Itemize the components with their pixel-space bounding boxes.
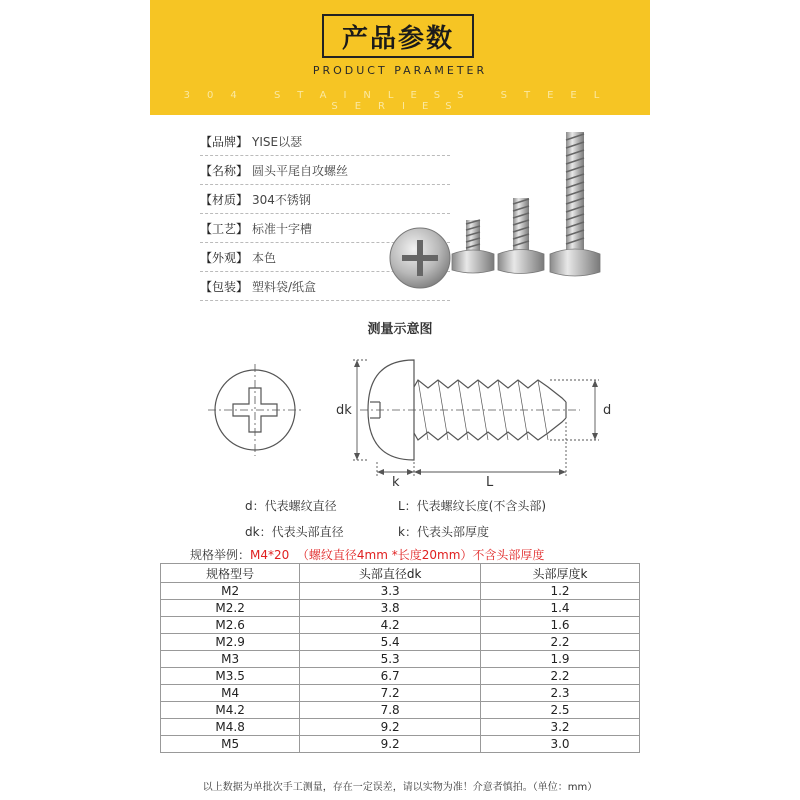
spec-value: 塑料袋/纸盒 <box>252 279 317 294</box>
measurement-diagram <box>150 340 650 490</box>
spec-value: 本色 <box>252 250 277 265</box>
table-cell: 1.9 <box>480 651 639 668</box>
dim-label-dk: dk <box>336 403 352 418</box>
title-box <box>322 14 474 58</box>
column-header: 头部直径dk <box>300 564 481 583</box>
table-header-row <box>161 564 640 583</box>
table-cell: M2.6 <box>161 617 300 634</box>
table-cell: 2.2 <box>480 668 639 685</box>
product-card <box>150 0 650 800</box>
spec-key: 【名称】 <box>200 163 249 178</box>
table-cell: 7.8 <box>300 702 481 719</box>
header-banner <box>150 0 650 115</box>
table-cell: 7.2 <box>300 685 481 702</box>
table-cell: 3.0 <box>480 736 639 753</box>
spec-value: 圆头平尾自攻螺丝 <box>252 163 349 178</box>
table-cell: 6.7 <box>300 668 481 685</box>
table-cell: 9.2 <box>300 736 481 753</box>
spec-example <box>190 546 544 563</box>
table-cell: M2.9 <box>161 634 300 651</box>
table-cell: 3.8 <box>300 600 481 617</box>
table-cell: 2.5 <box>480 702 639 719</box>
table-cell: 1.6 <box>480 617 639 634</box>
table-cell: M3.5 <box>161 668 300 685</box>
head-top-view <box>208 364 302 456</box>
dimension-lines <box>353 360 599 476</box>
legend-k: k：代表头部厚度 <box>398 525 489 539</box>
example-model: M4*20 <box>250 548 290 562</box>
dim-label-L: L <box>486 475 494 490</box>
screw-product-photo <box>380 120 640 300</box>
table-row <box>161 685 640 702</box>
table-cell: M2.2 <box>161 600 300 617</box>
spec-table <box>160 563 640 753</box>
series-watermark: 304 STAINLESS STEEL SERIES <box>183 90 617 112</box>
example-prefix: 规格举例： <box>190 548 251 562</box>
dim-label-d: d <box>603 403 612 418</box>
spec-key: 【包装】 <box>200 279 249 294</box>
table-cell: M2 <box>161 583 300 600</box>
spec-key: 【品牌】 <box>200 134 249 149</box>
spec-value: 304不锈钢 <box>252 192 311 207</box>
table-cell: 5.4 <box>300 634 481 651</box>
table-cell: M5 <box>161 736 300 753</box>
spec-key: 【材质】 <box>200 192 249 207</box>
footnote: 以上数据为单批次手工测量，存在一定误差，请以实物为准！介意者慎拍。（单位：mm） <box>202 782 598 793</box>
legend-dk: dk：代表头部直径 <box>245 525 344 539</box>
spec-value: 标准十字槽 <box>252 221 313 236</box>
table-row <box>161 736 640 753</box>
table-cell: M4 <box>161 685 300 702</box>
table-cell: M3 <box>161 651 300 668</box>
spec-key: 【外观】 <box>200 250 249 265</box>
table-cell: 2.2 <box>480 634 639 651</box>
column-header: 头部厚度k <box>480 564 639 583</box>
table-row <box>161 634 640 651</box>
screw-side-view <box>360 360 580 460</box>
table-cell: 2.3 <box>480 685 639 702</box>
screw-medium <box>498 198 544 274</box>
table-row <box>161 702 640 719</box>
column-header: 规格型号 <box>161 564 300 583</box>
table-cell: 9.2 <box>300 719 481 736</box>
screw-long <box>550 132 600 276</box>
legend-L: L：代表螺纹长度(不含头部) <box>398 499 547 513</box>
spec-key: 【工艺】 <box>200 221 249 236</box>
table-cell: M4.8 <box>161 719 300 736</box>
legend-d: d：代表螺纹直径 <box>245 499 337 513</box>
table-row <box>161 651 640 668</box>
screw-head-view <box>390 228 450 288</box>
table-cell: 1.2 <box>480 583 639 600</box>
table-cell: 3.3 <box>300 583 481 600</box>
screw-small <box>452 220 494 273</box>
table-cell: 4.2 <box>300 617 481 634</box>
table-cell: 5.3 <box>300 651 481 668</box>
page-title: 产品参数 <box>341 23 454 54</box>
table-cell: M4.2 <box>161 702 300 719</box>
page-title-en: PRODUCT PARAMETER <box>312 64 488 77</box>
example-detail: （螺纹直径4mm *长度20mm）不含头部厚度 <box>296 548 545 562</box>
spec-value: YISE以瑟 <box>252 134 303 149</box>
table-row <box>161 617 640 634</box>
table-row <box>161 583 640 600</box>
table-row <box>161 600 640 617</box>
dim-label-k: k <box>392 475 400 490</box>
table-row <box>161 668 640 685</box>
table-row <box>161 719 640 736</box>
table-cell: 3.2 <box>480 719 639 736</box>
table-cell: 1.4 <box>480 600 639 617</box>
measure-section-title: 测量示意图 <box>367 322 433 337</box>
